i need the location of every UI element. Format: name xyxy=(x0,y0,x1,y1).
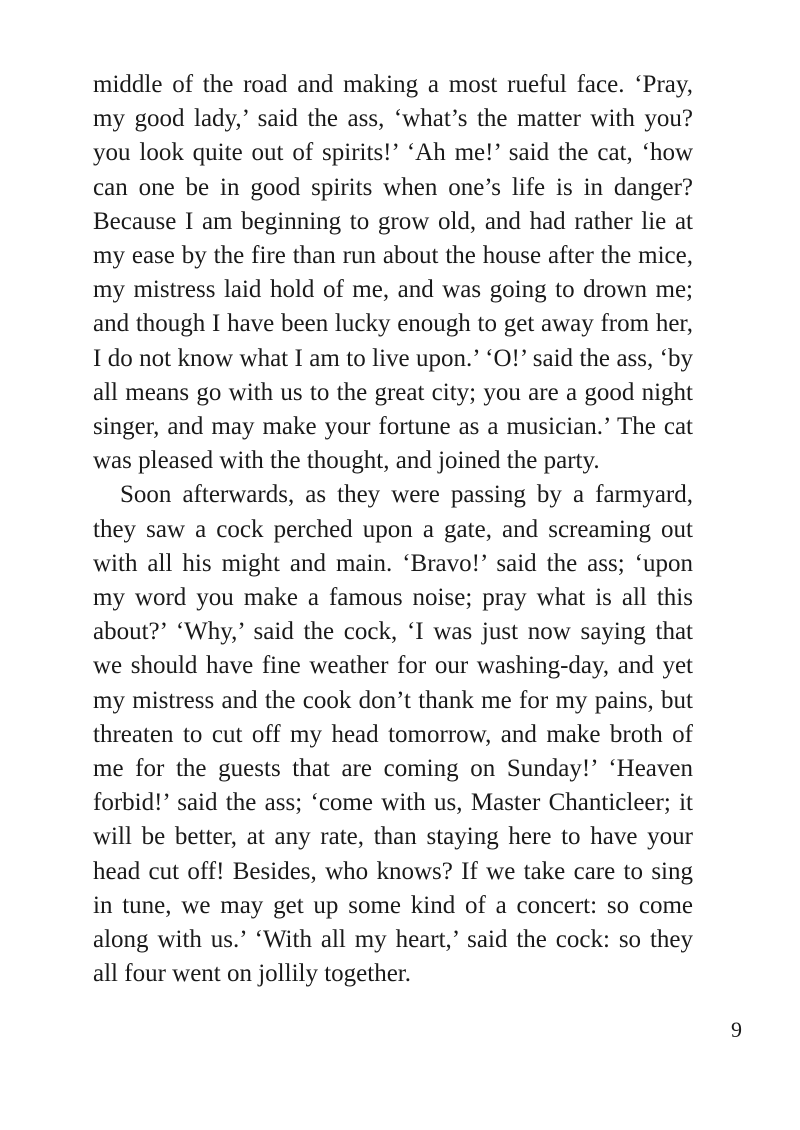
body-text xyxy=(93,68,693,991)
page-number: 9 xyxy=(731,1017,742,1042)
paragraph-2: Soon afterwards, as they were passing by a farmyard, they saw a cock perched upon a gate, and screaming out with all his might and main. ‘Bravo!’ said the ass; ‘upon my word you make a famous noise; pray what is all this about?’ ‘Why,’ said the cock, ‘I was just now saying that we should have fine weather for our washing-day, and yet my mistress and the cook don’t thank me for my pains, but threaten to cut off my head tomorrow, and make broth of me for the guests that are coming on Sunday!’ ‘Heaven forbid!’ said the ass; ‘come with us, Master Chanticleer; it will be better, at any rate, than staying here to have your head cut off! Besides, who knows? If we take care to sing in tune, we may get up some kind of a concert: so come along with us.’ ‘With all my heart,’ said the cock: so they all four went on jollily together. xyxy=(93,481,693,988)
paragraph-1: middle of the road and making a most rueful face. ‘Pray, my good lady,’ said the ass, ‘what’s the matter with you? you look quite out of spirits!’ ‘Ah me!’ said the cat, ‘how can one be in good spirits when one’s life is in danger? Because I am beginning to grow old, and had rather lie at my ease by the fire than run about the house after the mice, my mistress laid hold of me, and was going to drown me; and though I have been lucky enough to get away from her, I do not know what I am to live upon.’ ‘O!’ said the ass, ‘by all means go with us to the great city; you are a good night singer, and may make your fortune as a musician.’ The cat was pleased with the thought, and joined the party. xyxy=(93,71,693,475)
